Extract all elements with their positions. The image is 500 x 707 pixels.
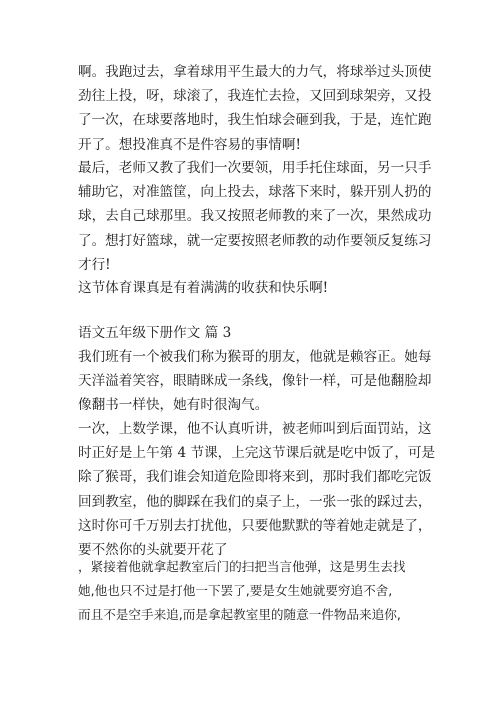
text-line: 了。想打好篮球，就一定要按照老师教的动作要领反复练习 xyxy=(78,232,432,249)
text-line: ，紧接着他就拿起教室后门的扫把当言他弹，这是男生去找 xyxy=(78,559,406,574)
text-line: 这时你可千万别去打扰他，只要他默默的等着她走就是了， xyxy=(78,517,432,534)
text-line: 辅助它，对准篮筐，向上投去，球落下来时，躲开别人扔的 xyxy=(78,184,432,201)
text-line: 劲往上投，呀，球滚了，我连忙去捡，又回到球架旁，又投 xyxy=(78,88,432,105)
text-line: 才行! xyxy=(78,256,111,273)
paragraph-math-class xyxy=(78,417,448,562)
text-line: 而且不是空手来追,而是拿起教室里的随意一件物品来追你, xyxy=(78,607,401,623)
text-line: 最后，老师又教了我们一次要领，用手托住球面，另一只手 xyxy=(78,160,432,176)
text-line: 除了猴哥，我们谁会知道危险即将来到，那时我们都吃完饭 xyxy=(78,469,432,486)
text-line: 啊。我跑过去，拿着球用平生最大的力气，将球举过头顶使 xyxy=(78,64,432,80)
text-line: 开了。想投准真不是件容易的事情啊! xyxy=(78,136,301,153)
paragraph-monkey-intro xyxy=(78,345,448,418)
section-heading xyxy=(78,321,448,345)
text-line: 回到教室，他的脚踩在我们的桌子上，一张一张的踩过去， xyxy=(78,493,432,510)
paragraph-teacher-lesson xyxy=(78,156,448,277)
text-line: 了一次，在球要落地时，我生怕球会砸到我，于是，连忙跑 xyxy=(78,112,432,129)
text-line: 一次，上数学课，他不认真听讲，被老师叫到后面罚站，这 xyxy=(78,421,432,437)
text-line: 天洋溢着笑容，眼睛眯成一条线，像针一样，可是他翻脸却 xyxy=(78,373,432,390)
text-line: 我们班有一个被我们称为猴哥的朋友，他就是赖容正。她每 xyxy=(78,349,432,365)
text-line: 球，去自己球那里。我又按照老师教的来了一次，果然成功 xyxy=(78,208,432,225)
text-line: 她,他也只不过是打他一下罢了,要是女生她就要穷追不舍, xyxy=(78,583,393,599)
text-line: 时正好是上午第 4 节课，上完这节课后就是吃中饭了，可是 xyxy=(78,445,436,462)
paragraph-closing xyxy=(78,276,448,300)
paragraph-broom-chase xyxy=(78,555,448,628)
paragraph-ball-attempt xyxy=(78,60,448,157)
text-line: 这节体育课真是有着满满的收获和快乐啊! xyxy=(78,280,329,296)
section-heading-text: 语文五年级下册作文 篇 3 xyxy=(78,325,232,341)
text-line: 像翻书一样快，她有时很淘气。 xyxy=(78,397,269,414)
text-line: 要不然你的头就要开花了 xyxy=(78,541,228,558)
